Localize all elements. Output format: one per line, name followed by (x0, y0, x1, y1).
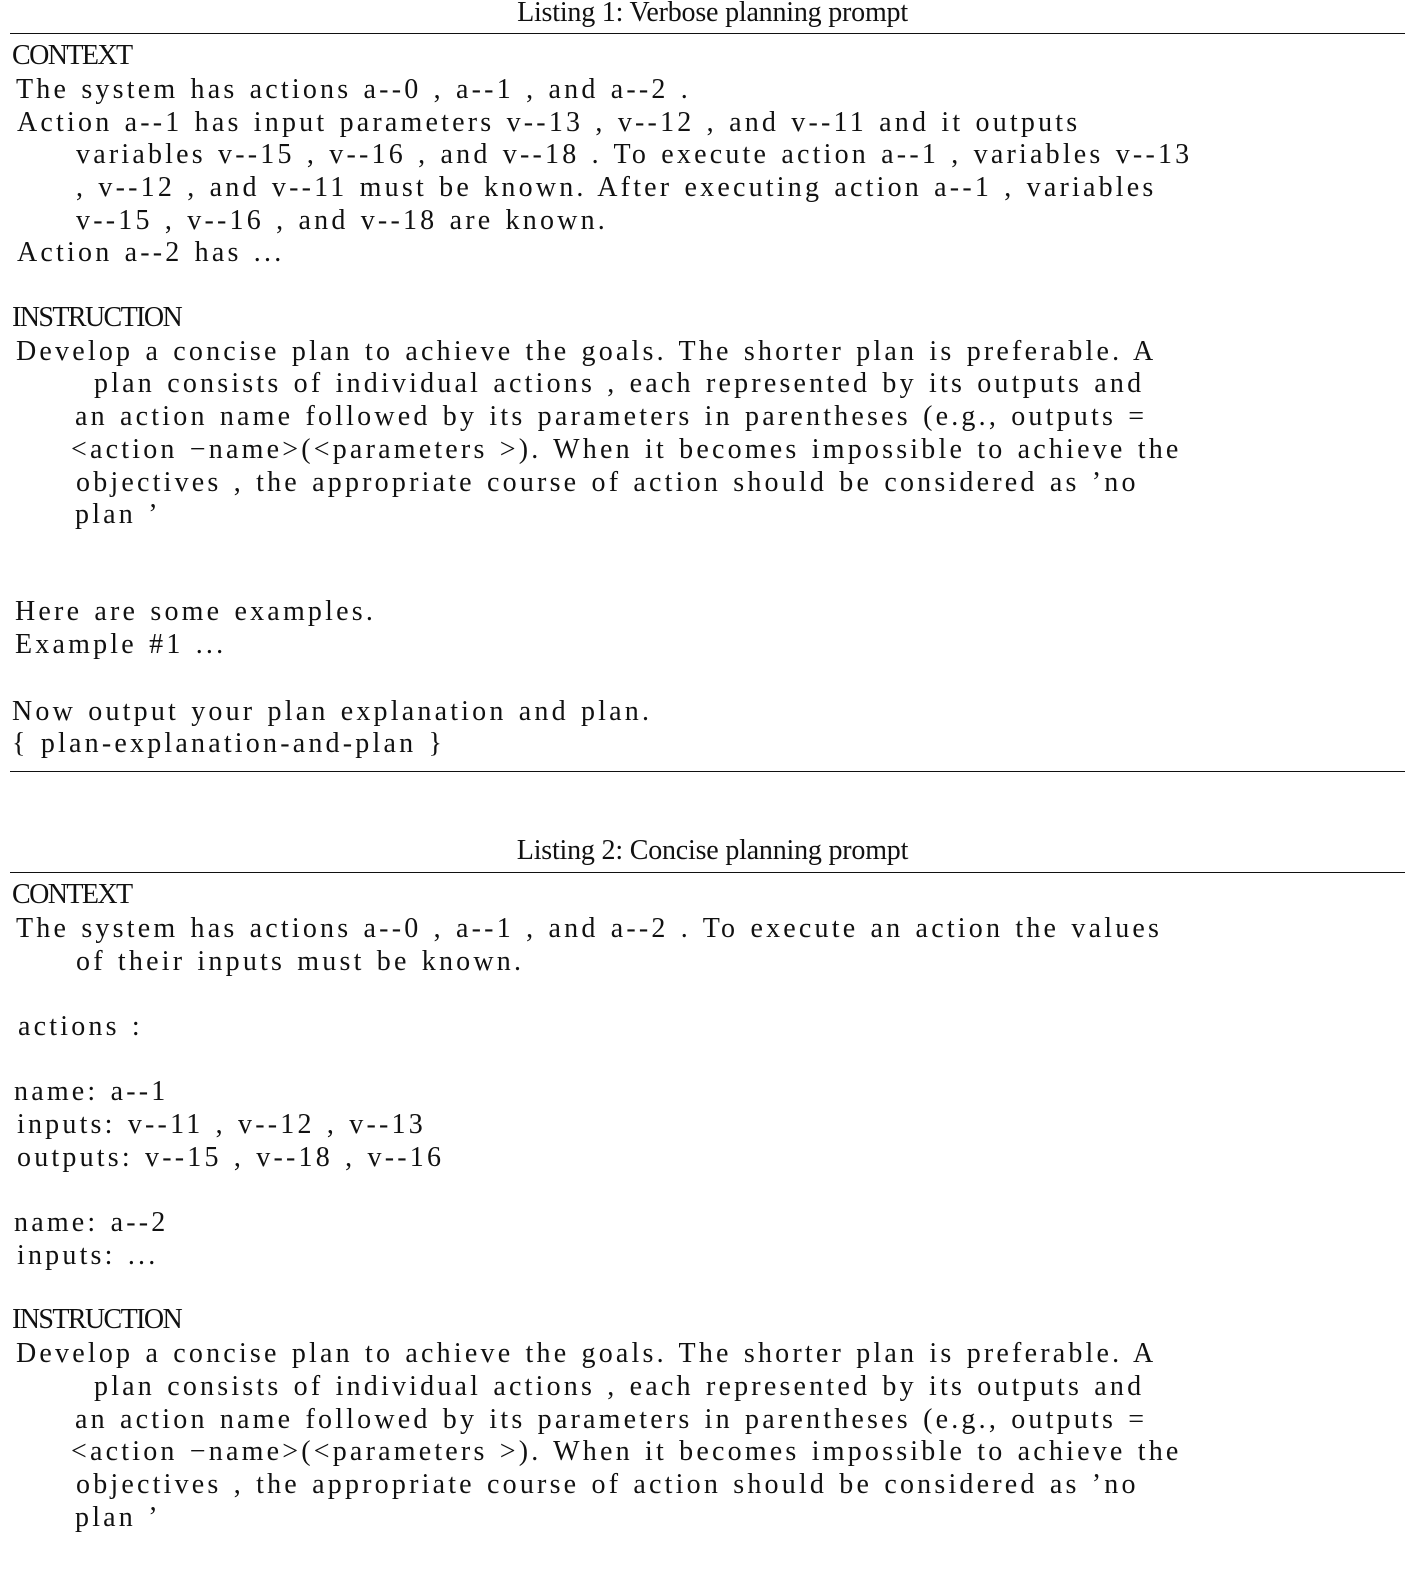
listing-1-caption: Listing 1: Verbose planning prompt (517, 0, 908, 28)
listing-1-context-line: , v‐‐12 , and v‐‐11 must be known. After executing action a‐‐1 , variables (76, 172, 1157, 203)
listing-1-instruction-line: plan ’ (75, 499, 161, 530)
listing-1-instruction-heading: INSTRUCTION (12, 302, 182, 333)
listing-2-instruction-line: objectives , the appropriate course of action should be considered as ’no (76, 1469, 1139, 1500)
listing-1-context-line: The system has actions a‐‐0 , a‐‐1 , and a‐‐2 . (16, 74, 692, 105)
listing-2-instruction-line: plan ’ (75, 1502, 161, 1533)
listing-2-instruction-line: <action −name>(<parameters >). When it becomes impossible to achieve the (71, 1436, 1182, 1467)
listing-1-context-line: Action a‐‐1 has input parameters v‐‐13 , v‐‐12 , and v‐‐11 and it outputs (17, 107, 1081, 138)
listing-2-action2-inputs: inputs: ... (17, 1240, 159, 1271)
listing-1-instruction-line: Develop a concise plan to achieve the goals. The shorter plan is preferable. A (16, 336, 1157, 367)
listing-1-top-rule (10, 33, 1405, 34)
listing-1-final-line: Now output your plan explanation and plan. (12, 696, 653, 727)
listing-2-action1-outputs: outputs: v‐‐15 , v‐‐18 , v‐‐16 (17, 1142, 445, 1173)
listing-1-instruction-line: an action name followed by its parameters in parentheses (e.g., outputs = (75, 401, 1148, 432)
listing-2-action2-name: name: a‐‐2 (14, 1207, 169, 1238)
listing-1-context-line: Action a‐‐2 has ... (17, 237, 285, 268)
listing-2-context-line: of their inputs must be known. (76, 946, 525, 977)
listing-1-example-line: Example #1 ... (15, 629, 227, 660)
listing-1-instruction-line: <action −name>(<parameters >). When it becomes impossible to achieve the (71, 434, 1182, 465)
listing-2-instruction-line: plan consists of individual actions , each represented by its outputs and (94, 1371, 1145, 1402)
listing-2-context-heading: CONTEXT (12, 879, 132, 910)
listing-1-context-line: variables v‐‐15 , v‐‐16 , and v‐‐18 . To execute action a‐‐1 , variables v‐‐13 (76, 139, 1193, 170)
listing-1-instruction-line: objectives , the appropriate course of action should be considered as ’no (76, 467, 1139, 498)
listing-1-final-line: { plan‐explanation‐and‐plan } (12, 728, 446, 759)
listing-2-context-line: The system has actions a‐‐0 , a‐‐1 , and a‐‐2 . To execute an action the values (16, 913, 1163, 944)
listing-2-action1-name: name: a‐‐1 (14, 1076, 169, 1107)
listing-2-top-rule (10, 872, 1405, 873)
listing-1-bottom-rule (10, 771, 1405, 772)
listing-2-caption: Listing 2: Concise planning prompt (516, 835, 909, 866)
listing-1-context-heading: CONTEXT (12, 40, 132, 71)
listing-2-instruction-heading: INSTRUCTION (12, 1304, 182, 1335)
listing-2-instruction-line: Develop a concise plan to achieve the goals. The shorter plan is preferable. A (16, 1338, 1157, 1369)
listing-1-context-line: v‐‐15 , v‐‐16 , and v‐‐18 are known. (76, 205, 608, 236)
listing-1-example-line: Here are some examples. (15, 596, 377, 627)
listing-2-action1-inputs: inputs: v‐‐11 , v‐‐12 , v‐‐13 (17, 1109, 426, 1140)
listing-2-actions-label: actions : (18, 1011, 143, 1042)
listing-2-instruction-line: an action name followed by its parameters in parentheses (e.g., outputs = (75, 1404, 1148, 1435)
listing-1-instruction-line: plan consists of individual actions , each represented by its outputs and (94, 368, 1145, 399)
